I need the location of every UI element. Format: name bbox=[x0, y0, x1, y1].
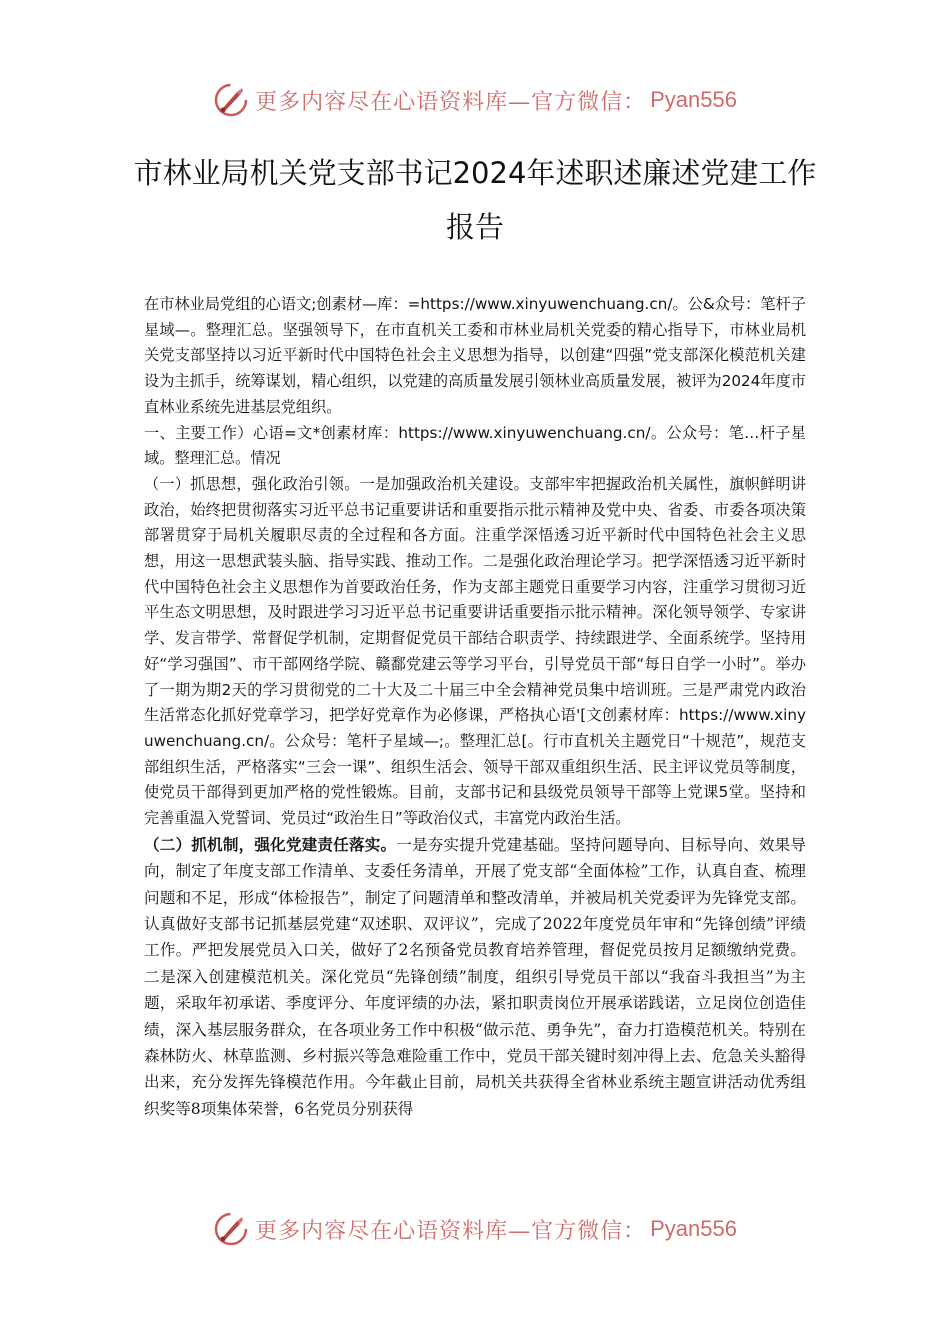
watermark-text: 更多内容尽在心语资料库—官方微信： bbox=[255, 89, 647, 115]
intro-paragraph: 在市林业局党组的心语文;创素材—库：=https://www.xinyuwenchuang.cn/。公&众号：笔杆子星域—。整理汇总。坚强领导下，在市直机关工委和市林业局机关党委的精心指导下，市林业局机关党支部坚持以习近平新时代中国特色社会主义思想为指导，以创建“四强”党支部深化模范机关建设为主抓手，统筹谋划，精心组织，以党建的高质量发展引领林业高质量发展，被评为2024年度市直林业系统先进基层党组织。 bbox=[144, 295, 806, 416]
paragraph-mechanism bbox=[144, 832, 806, 1122]
document-body bbox=[144, 292, 806, 1122]
watermark-banner-bottom bbox=[0, 1207, 950, 1251]
watermark-contact: Pyan556 bbox=[650, 1216, 737, 1241]
paragraph-ideology: （一）抓思想，强化政治引领。一是加强政治机关建设。支部牢牢把握政治机关属性，旗帜鲜明讲政治，始终把贯彻落实习近平总书记重要讲话和重要指示批示精神及党中央、省委、市委各项决策部署贯穿于局机关履职尽责的全过程和各方面。注重学深悟透习近平新时代中国特色社会主义思想，用这一思想武装头脑、指导实践、推动工作。二是强化政治理论学习。把学深悟透习近平新时代中国特色社会主义思想作为首要政治任务，作为支部主题党日重要学习内容，注重学习贯彻习近平生态文明思想，及时跟进学习习近平总书记重要讲话重要指示批示精神。深化领导领学、专家讲学、发言带学、常督促学机制，定期督促党员干部结合职责学、持续跟进学、全面系统学。坚持用好“学习强国”、市干部网络学院、赣鄱党建云等学习平台，引导党员干部“每日自学一小时”。举办了一期为期2天的学习贯彻党的二十大及二十届三中全会精神党员集中培训班。三是严肃党内政治生活常态化抓好党章学习，把学好党章作为必修课，严格执心语'[文创素材库：https://www.xinyuwenchuang.cn/。公众号：笔杆子星域—;。整理汇总[。行市直机关主题党日“十规范”，规范支部组织生活，严格落实“三会一课”、组织生活会、领导干部双重组织生活、民主评议党员等制度，使党员干部得到更加严格的党性锻炼。目前，支部书记和县级党员领导干部等上党课5堂。坚持和完善重温入党誓词、党员过“政治生日”等政治仪式，丰富党内政治生活。 bbox=[144, 474, 806, 828]
paragraph-mechanism-body: 一是夯实提升党建基础。坚持问题导向、目标导向、效果导向，制定了年度支部工作清单、支委任务清单，开展了党支部“全面体检”工作，认真自查、梳理问题和不足，形成“体检报告”，制定了问题清单和整改清单，并被局机关党委评为先锋党支部。认真做好支部书记抓基层党建“双述职、双评议”，完成了2022年度党员年审和“先锋创绩”评绩工作。严把发展党员入口关，做好了2名预备党员教育培养管理，督促党员按月足额缴纳党费。二是深入创建模范机关。深化党员“先锋创绩”制度，组织引导党员干部以“我奋斗我担当”为主题，采取年初承诺、季度评分、年度评绩的办法，紧扣职责岗位开展承诺践诺，立足岗位创造佳绩，深入基层服务群众，在各项业务工作中积极“做示范、勇争先”，奋力打造模范机关。特别在森林防火、林草监测、乡村振兴等急难险重工作中，党员干部关键时刻冲得上去、危急关头豁得出来，充分发挥先锋模范作用。今年截止目前，局机关共获得全省林业系统主题宣讲活动优秀组织奖等8项集体荣誉，6名党员分别获得 bbox=[144, 835, 806, 1118]
watermark-contact: Pyan556 bbox=[650, 87, 737, 112]
watermark-text: 更多内容尽在心语资料库—官方微信： bbox=[255, 1218, 647, 1244]
document-title: 市林业局机关党支部书记2024年述职述廉述党建工作报告 bbox=[133, 156, 817, 244]
section-heading-main-work: 一、主要工作）心语=文*创素材库：https://www.xinyuwenchuang.cn/。公众号：笔…杆子星域。整理汇总。情况 bbox=[144, 423, 806, 468]
brush-logo-icon bbox=[213, 1211, 249, 1247]
brush-logo-icon bbox=[213, 82, 249, 118]
paragraph-mechanism-heading: （二）抓机制，强化党建责任落实。 bbox=[144, 834, 397, 854]
watermark-banner-top bbox=[0, 78, 950, 122]
